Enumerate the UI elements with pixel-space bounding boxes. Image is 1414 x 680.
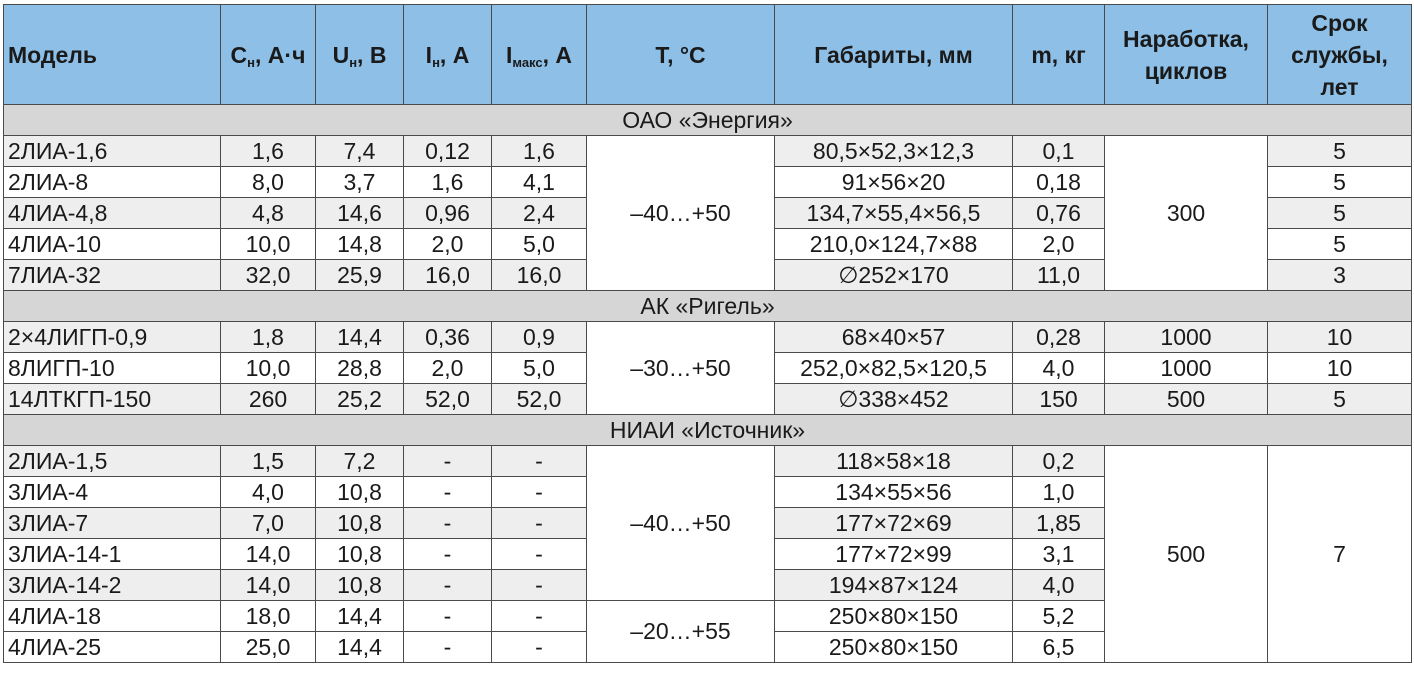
cell-mass: 1,0: [1013, 477, 1105, 508]
cell-dimensions: 118×58×18: [775, 446, 1013, 477]
cell-capacity: 18,0: [221, 601, 316, 632]
col-dimensions-header: Габариты, мм: [775, 5, 1013, 105]
cell-cycles: 300: [1105, 136, 1268, 291]
cell-max-current: 5,0: [492, 229, 587, 260]
cell-dimensions: ∅252×170: [775, 260, 1013, 291]
cell-current: 0,12: [404, 136, 492, 167]
cell-model: 7ЛИА-32: [4, 260, 221, 291]
table-row: [4, 136, 1412, 167]
cell-mass: 0,2: [1013, 446, 1105, 477]
cell-dimensions: ∅338×452: [775, 384, 1013, 415]
col-model-header: Модель: [4, 5, 221, 105]
cell-capacity: 4,8: [221, 198, 316, 229]
cell-mass: 150: [1013, 384, 1105, 415]
cell-lifetime: 3: [1268, 260, 1412, 291]
cell-max-current: 16,0: [492, 260, 587, 291]
cell-lifetime: 5: [1268, 167, 1412, 198]
cell-max-current: -: [492, 508, 587, 539]
cell-current: 16,0: [404, 260, 492, 291]
cell-voltage: 10,8: [316, 477, 404, 508]
cell-current: 0,96: [404, 198, 492, 229]
cell-max-current: 1,6: [492, 136, 587, 167]
cell-voltage: 7,4: [316, 136, 404, 167]
cell-max-current: -: [492, 477, 587, 508]
cell-capacity: 260: [221, 384, 316, 415]
cell-voltage: 3,7: [316, 167, 404, 198]
cell-max-current: -: [492, 632, 587, 663]
cell-voltage: 10,8: [316, 539, 404, 570]
cell-dimensions: 80,5×52,3×12,3: [775, 136, 1013, 167]
cell-capacity: 10,0: [221, 353, 316, 384]
cell-dimensions: 68×40×57: [775, 322, 1013, 353]
cell-dimensions: 252,0×82,5×120,5: [775, 353, 1013, 384]
cell-lifetime: 5: [1268, 136, 1412, 167]
cell-max-current: -: [492, 446, 587, 477]
cell-model: 14ЛТКГП-150: [4, 384, 221, 415]
cell-current: -: [404, 632, 492, 663]
group-name: АК «Ригель»: [4, 291, 1412, 322]
cell-dimensions: 210,0×124,7×88: [775, 229, 1013, 260]
cell-model: 4ЛИА-4,8: [4, 198, 221, 229]
cell-mass: 0,18: [1013, 167, 1105, 198]
cell-voltage: 14,4: [316, 322, 404, 353]
cell-capacity: 1,5: [221, 446, 316, 477]
group-header-row: [4, 415, 1412, 446]
cell-voltage: 14,8: [316, 229, 404, 260]
cell-current: -: [404, 446, 492, 477]
cell-mass: 2,0: [1013, 229, 1105, 260]
cell-capacity: 14,0: [221, 570, 316, 601]
col-mass-header: m, кг: [1013, 5, 1105, 105]
col-capacity-header: $C_н$, А·ч: [221, 5, 316, 105]
cell-current: -: [404, 539, 492, 570]
cell-capacity: 8,0: [221, 167, 316, 198]
cell-max-current: 5,0: [492, 353, 587, 384]
cell-mass: 3,1: [1013, 539, 1105, 570]
cell-dimensions: 250×80×150: [775, 601, 1013, 632]
table-row: [4, 322, 1412, 353]
cell-current: 52,0: [404, 384, 492, 415]
cell-max-current: 2,4: [492, 198, 587, 229]
cell-mass: 5,2: [1013, 601, 1105, 632]
cell-temperature: –40…+50: [587, 136, 775, 291]
cell-lifetime: 10: [1268, 322, 1412, 353]
cell-capacity: 7,0: [221, 508, 316, 539]
cell-mass: 0,28: [1013, 322, 1105, 353]
col-max-current-header: $I_{макс}$, А: [492, 5, 587, 105]
cell-model: 3ЛИА-4: [4, 477, 221, 508]
cell-current: 1,6: [404, 167, 492, 198]
cell-model: 3ЛИА-7: [4, 508, 221, 539]
cell-cycles: 500: [1105, 446, 1268, 663]
cell-max-current: 4,1: [492, 167, 587, 198]
cell-voltage: 10,8: [316, 508, 404, 539]
cell-current: -: [404, 601, 492, 632]
cell-model: 4ЛИА-18: [4, 601, 221, 632]
cell-capacity: 4,0: [221, 477, 316, 508]
cell-mass: 4,0: [1013, 570, 1105, 601]
cell-voltage: 14,4: [316, 632, 404, 663]
cell-model: 3ЛИА-14-1: [4, 539, 221, 570]
cell-current: 0,36: [404, 322, 492, 353]
cell-current: -: [404, 508, 492, 539]
cell-max-current: -: [492, 570, 587, 601]
cell-dimensions: 177×72×99: [775, 539, 1013, 570]
cell-capacity: 10,0: [221, 229, 316, 260]
cell-mass: 4,0: [1013, 353, 1105, 384]
cell-capacity: 1,6: [221, 136, 316, 167]
cell-dimensions: 134,7×55,4×56,5: [775, 198, 1013, 229]
col-cycles-header: Наработка, циклов: [1105, 5, 1268, 105]
cell-max-current: -: [492, 539, 587, 570]
cell-lifetime: 5: [1268, 198, 1412, 229]
cell-lifetime: 5: [1268, 229, 1412, 260]
col-voltage-header: $U_н$, В: [316, 5, 404, 105]
cell-capacity: 14,0: [221, 539, 316, 570]
group-name: НИАИ «Источник»: [4, 415, 1412, 446]
table-row: [4, 446, 1412, 477]
cell-mass: 0,76: [1013, 198, 1105, 229]
cell-lifetime: 5: [1268, 384, 1412, 415]
cell-model: 2ЛИА-1,6: [4, 136, 221, 167]
group-name: ОАО «Энергия»: [4, 105, 1412, 136]
cell-lifetime: 7: [1268, 446, 1412, 663]
cell-model: 2ЛИА-8: [4, 167, 221, 198]
cell-voltage: 7,2: [316, 446, 404, 477]
cell-current: 2,0: [404, 353, 492, 384]
cell-cycles: 1000: [1105, 322, 1268, 353]
cell-model: 4ЛИА-10: [4, 229, 221, 260]
cell-capacity: 1,8: [221, 322, 316, 353]
cell-current: -: [404, 570, 492, 601]
cell-capacity: 32,0: [221, 260, 316, 291]
cell-voltage: 25,2: [316, 384, 404, 415]
cell-voltage: 10,8: [316, 570, 404, 601]
cell-current: -: [404, 477, 492, 508]
header-row: [4, 5, 1412, 105]
cell-voltage: 14,6: [316, 198, 404, 229]
col-temperature-header: Т, °С: [587, 5, 775, 105]
cell-mass: 6,5: [1013, 632, 1105, 663]
cell-model: 2ЛИА-1,5: [4, 446, 221, 477]
cell-max-current: 0,9: [492, 322, 587, 353]
cell-temperature: –40…+50: [587, 446, 775, 601]
cell-dimensions: 134×55×56: [775, 477, 1013, 508]
cell-model: 4ЛИА-25: [4, 632, 221, 663]
cell-dimensions: 250×80×150: [775, 632, 1013, 663]
cell-temperature: –30…+50: [587, 322, 775, 415]
cell-voltage: 14,4: [316, 601, 404, 632]
cell-mass: 11,0: [1013, 260, 1105, 291]
cell-cycles: 1000: [1105, 353, 1268, 384]
battery-specs-table: [3, 4, 1412, 663]
cell-dimensions: 177×72×69: [775, 508, 1013, 539]
group-header-row: [4, 291, 1412, 322]
cell-mass: 0,1: [1013, 136, 1105, 167]
cell-cycles: 500: [1105, 384, 1268, 415]
cell-model: 3ЛИА-14-2: [4, 570, 221, 601]
cell-capacity: 25,0: [221, 632, 316, 663]
cell-model: 2×4ЛИГП-0,9: [4, 322, 221, 353]
cell-mass: 1,85: [1013, 508, 1105, 539]
col-lifetime-header: Срок службы, лет: [1268, 5, 1412, 105]
cell-model: 8ЛИГП-10: [4, 353, 221, 384]
cell-dimensions: 91×56×20: [775, 167, 1013, 198]
group-header-row: [4, 105, 1412, 136]
cell-lifetime: 10: [1268, 353, 1412, 384]
cell-current: 2,0: [404, 229, 492, 260]
cell-max-current: 52,0: [492, 384, 587, 415]
col-current-header: $I_н$, А: [404, 5, 492, 105]
cell-dimensions: 194×87×124: [775, 570, 1013, 601]
cell-max-current: -: [492, 601, 587, 632]
cell-temperature: –20…+55: [587, 601, 775, 663]
cell-voltage: 28,8: [316, 353, 404, 384]
cell-voltage: 25,9: [316, 260, 404, 291]
